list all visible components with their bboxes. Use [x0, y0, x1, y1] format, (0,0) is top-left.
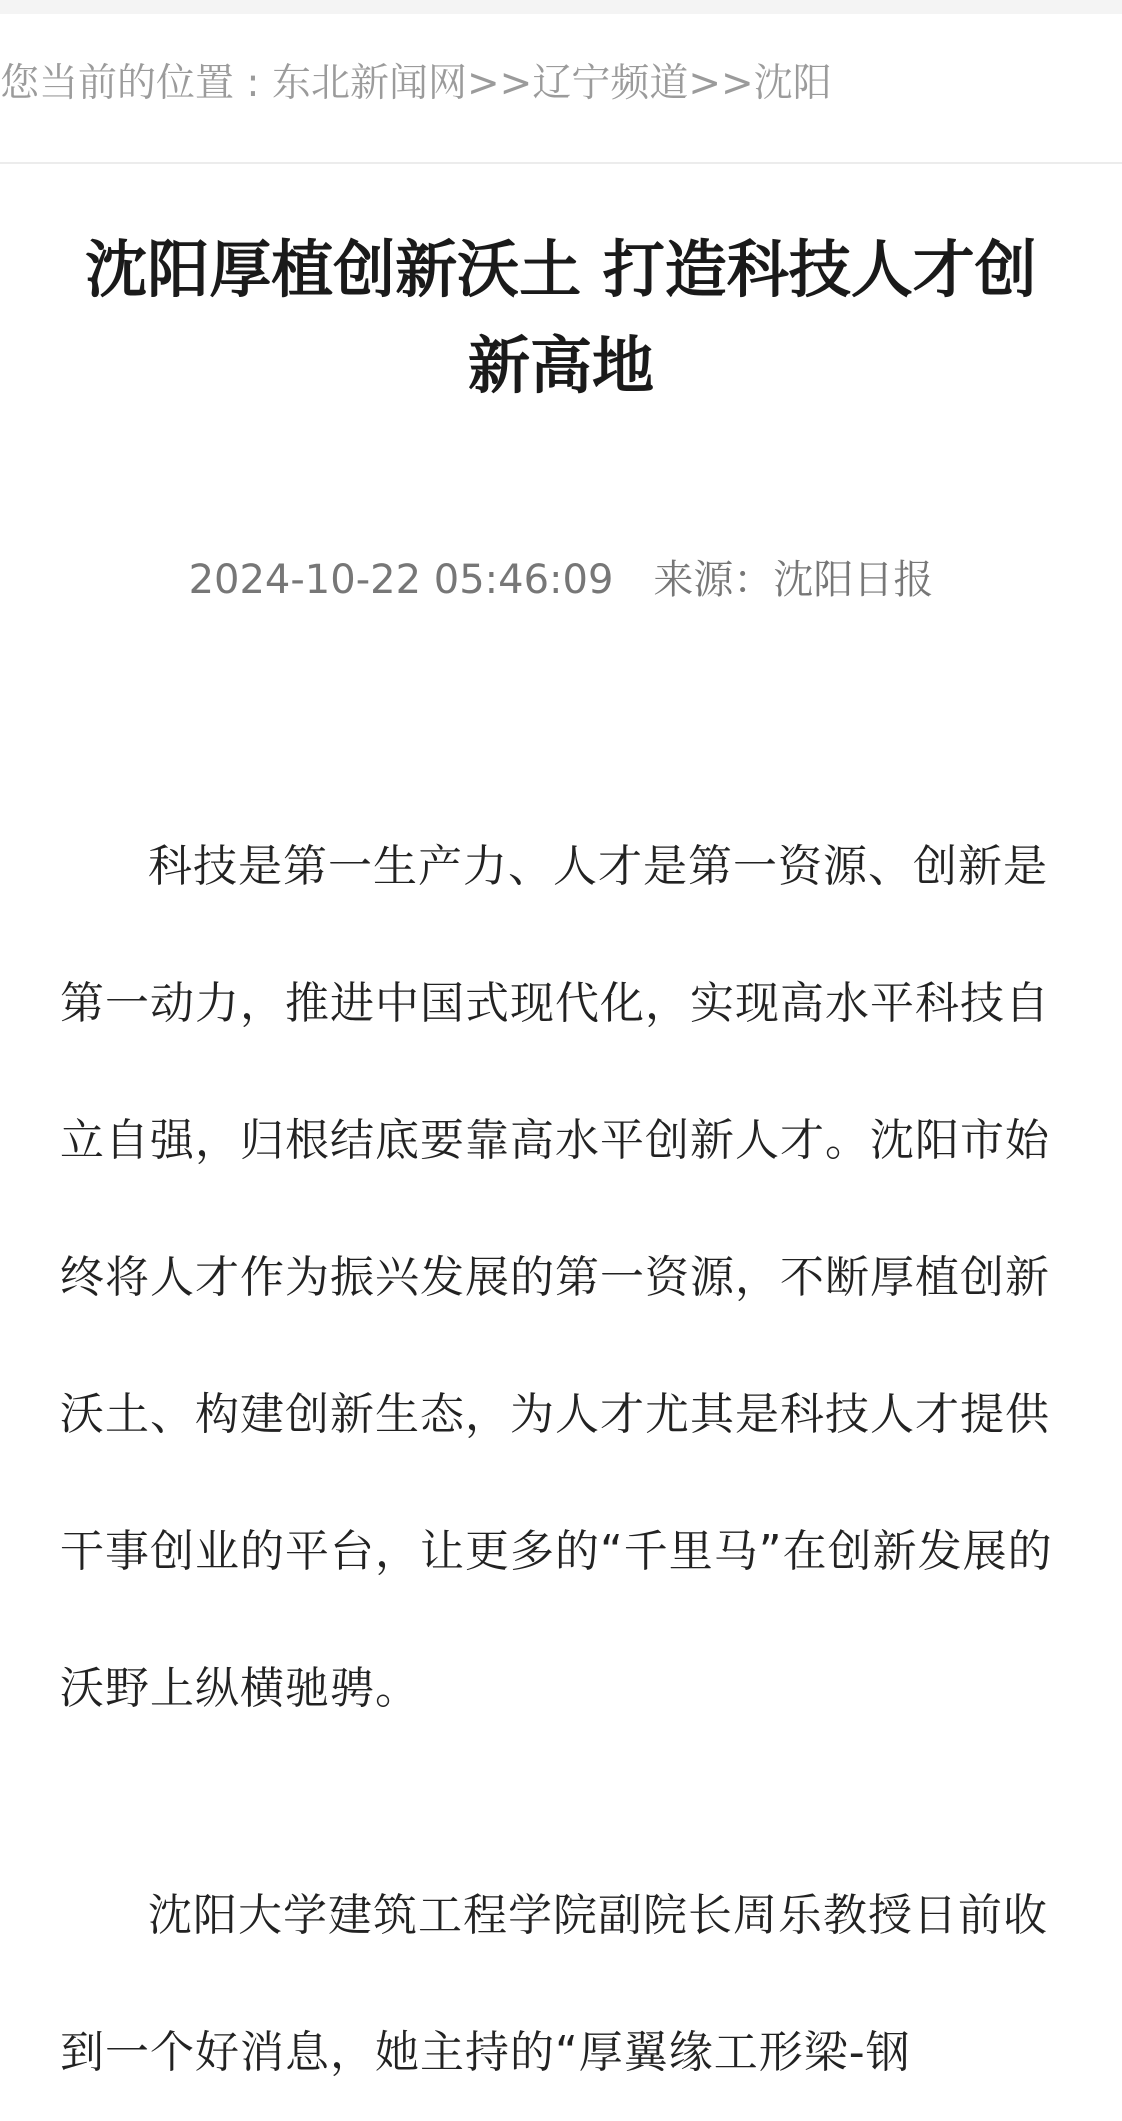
- breadcrumb-separator: >>: [688, 61, 754, 106]
- breadcrumb-separator: >>: [466, 61, 533, 106]
- top-strip: [0, 0, 1122, 14]
- breadcrumb-item-liaoning[interactable]: 辽宁频道: [532, 61, 689, 106]
- article-source: 来源：沈阳日报: [653, 557, 934, 603]
- breadcrumb-prefix: 您当前的位置 :: [0, 61, 272, 106]
- article-paragraph: 科技是第一生产力、人才是第一资源、创新是第一动力，推进中国式现代化，实现高水平科技自立自强，归根结底要靠高水平创新人才。沈阳市始终将人才作为振兴发展的第一资源，不断厚植创新沃土、构建创新生态，为人才尤其是科技人才提供干事创业的平台，让更多的“千里马”在创新发展的沃野上纵横驰骋。: [60, 841, 1053, 1714]
- breadcrumb-item-shenyang[interactable]: 沈阳: [753, 61, 832, 106]
- article-meta: [0, 550, 1122, 610]
- breadcrumb: [0, 52, 1122, 116]
- article-paragraph: 沈阳大学建筑工程学院副院长周乐教授日前收到一个好消息，她主持的“厚翼缘工形梁-钢: [60, 1890, 1048, 2078]
- article-body: [60, 798, 1070, 2121]
- header-divider: [0, 162, 1122, 164]
- breadcrumb-item-home[interactable]: 东北新闻网: [271, 61, 467, 106]
- publish-datetime: 2024-10-22 05:46:09: [188, 557, 614, 603]
- article-title: 沈阳厚植创新沃土 打造科技人才创新高地: [85, 233, 1037, 402]
